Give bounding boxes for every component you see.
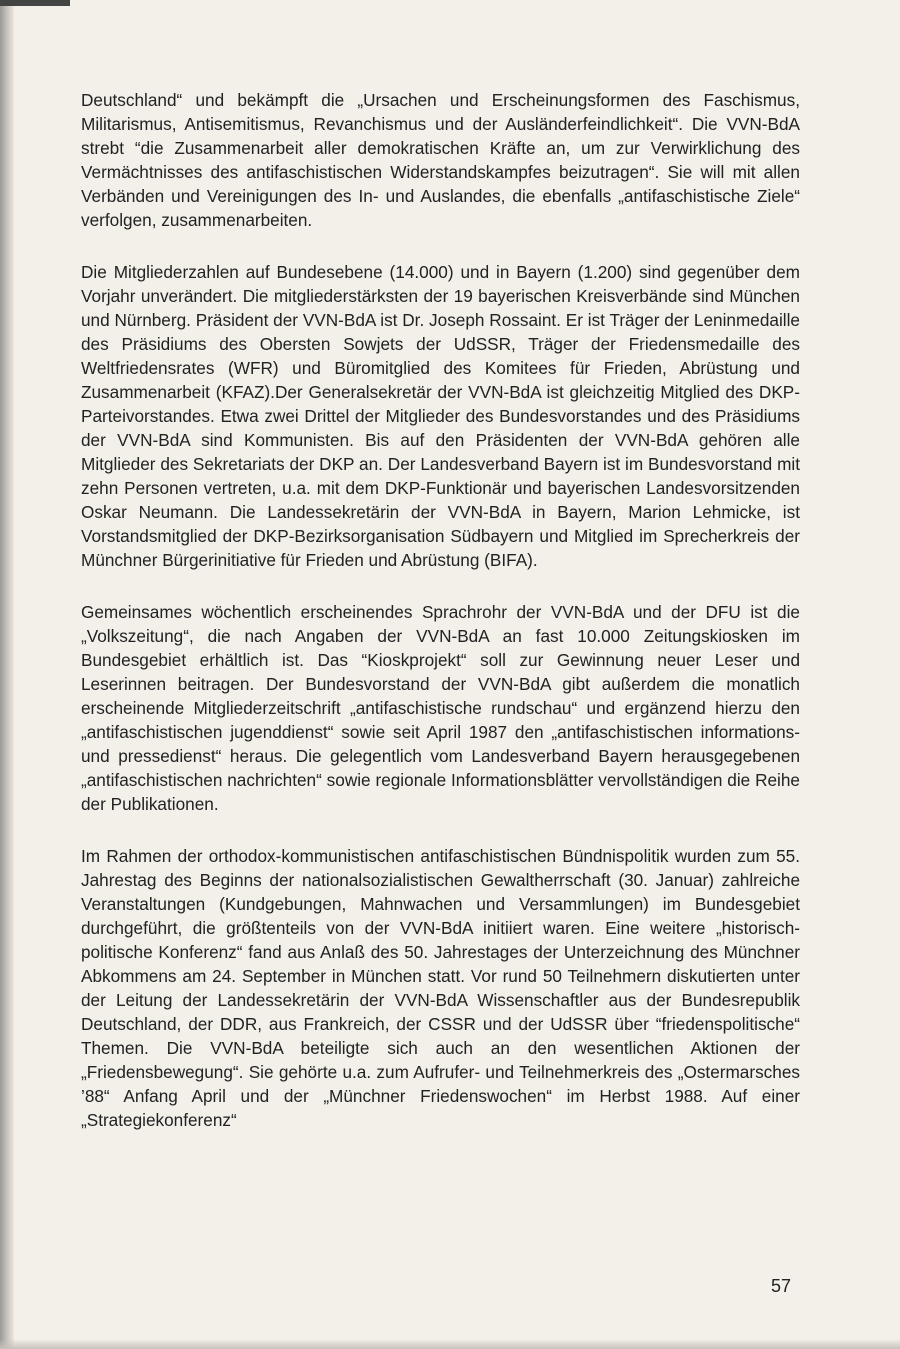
page-top-mark: [0, 0, 70, 6]
page-number: 57: [771, 1276, 792, 1296]
paragraph-1: Deutschland“ und bekämpft die „Ursachen und Erscheinungsformen des Faschismus, Militarismus, Antisemitismus, Revanchismus und der Ausländerfeindlichkeit“. Die VVN-BdA strebt “die Zusammenarbeit aller demokratischen Kräfte an, um zur Verwirklichung des Vermächtnisses des antifaschistischen Widerstandskampfes beizutragen“. Sie will mit allen Verbänden und Vereinigungen des In- und Auslandes, die ebenfalls „antifaschistische Ziele“ verfolgen, zusammenarbeiten.: [81, 90, 800, 230]
paragraph-2: Die Mitgliederzahlen auf Bundesebene (14.000) und in Bayern (1.200) sind gegenüber dem Vorjahr unverändert. Die mitgliederstärksten der 19 bayerischen Kreisverbände sind München und Nürnberg. Präsident der VVN-BdA ist Dr. Joseph Rossaint. Er ist Träger der Leninmedaille des Präsidiums des Obersten Sowjets der UdSSR, Träger der Friedensmedaille des Weltfriedensrates (WFR) und Büromitglied des Komitees für Frieden, Abrüstung und Zusammenarbeit (KFAZ).Der Generalsekretär der VVN-BdA ist gleichzeitig Mitglied des DKP-Parteivorstandes. Etwa zwei Drittel der Mitglieder des Bundesvorstandes und des Präsidiums der VVN-BdA sind Kommunisten. Bis auf den Präsidenten der VVN-BdA gehören alle Mitglieder des Sekretariats der DKP an. Der Landesverband Bayern ist im Bundesvorstand mit zehn Personen vertreten, u.a. mit dem DKP-Funktionär und bayerischen Landesvorsitzenden Oskar Neumann. Die Landessekretärin der VVN-BdA in Bayern, Marion Lehmicke, ist Vorstandsmitglied der DKP-Bezirksorganisation Südbayern und Mitglied im Sprecherkreis der Münchner Bürgerinitiative für Frieden und Abrüstung (BIFA).: [81, 262, 800, 570]
page-bottom-edge: [0, 1339, 900, 1349]
paragraph-3: Gemeinsames wöchentlich erscheinendes Sprachrohr der VVN-BdA und der DFU ist die „Volkszeitung“, die nach Angaben der VVN-BdA an fast 10.000 Zeitungskiosken im Bundesgebiet erhältlich ist. Das “Kioskprojekt“ soll zur Gewinnung neuer Leser und Leserinnen beitragen. Der Bundesvorstand der VVN-BdA gibt außerdem die monatlich erscheinende Mitgliederzeitschrift „antifaschistische rundschau“ und ergänzend hierzu den „antifaschistischen jugenddienst“ sowie seit April 1987 den „antifaschistischen informations- und pressedienst“ heraus. Die gelegentlich vom Landesverband Bayern herausgegebenen „antifaschistischen nachrichten“ sowie regionale Informationsblätter vervollständigen die Reihe der Publikationen.: [81, 602, 800, 814]
document-body: [81, 88, 800, 1160]
page-binding-edge: [0, 0, 14, 1349]
paragraph-4: Im Rahmen der orthodox-kommunistischen antifaschistischen Bündnispolitik wurden zum 55. Jahrestag des Beginns der nationalsozialistischen Gewaltherrschaft (30. Januar) zahlreiche Veranstaltungen (Kundgebungen, Mahnwachen und Versammlungen) im Bundesgebiet durchgeführt, die größtenteils von der VVN-BdA initiiert waren. Eine weitere „historisch-politische Konferenz“ fand aus Anlaß des 50. Jahrestages der Unterzeichnung des Münchner Abkommens am 24. September in München statt. Vor rund 50 Teilnehmern diskutierten unter der Leitung der Landessekretärin der VVN-BdA Wissenschaftler aus der Bundesrepublik Deutschland, der DDR, aus Frankreich, der CSSR und der UdSSR über “friedenspolitische“ Themen. Die VVN-BdA beteiligte sich auch an den wesentlichen Aktionen der „Friedensbewegung“. Sie gehörte u.a. zum Aufrufer- und Teilnehmerkreis des „Ostermarsches ’88“ Anfang April und der „Münchner Friedenswochen“ im Herbst 1988. Auf einer „Strategiekonferenz“: [81, 846, 800, 1130]
